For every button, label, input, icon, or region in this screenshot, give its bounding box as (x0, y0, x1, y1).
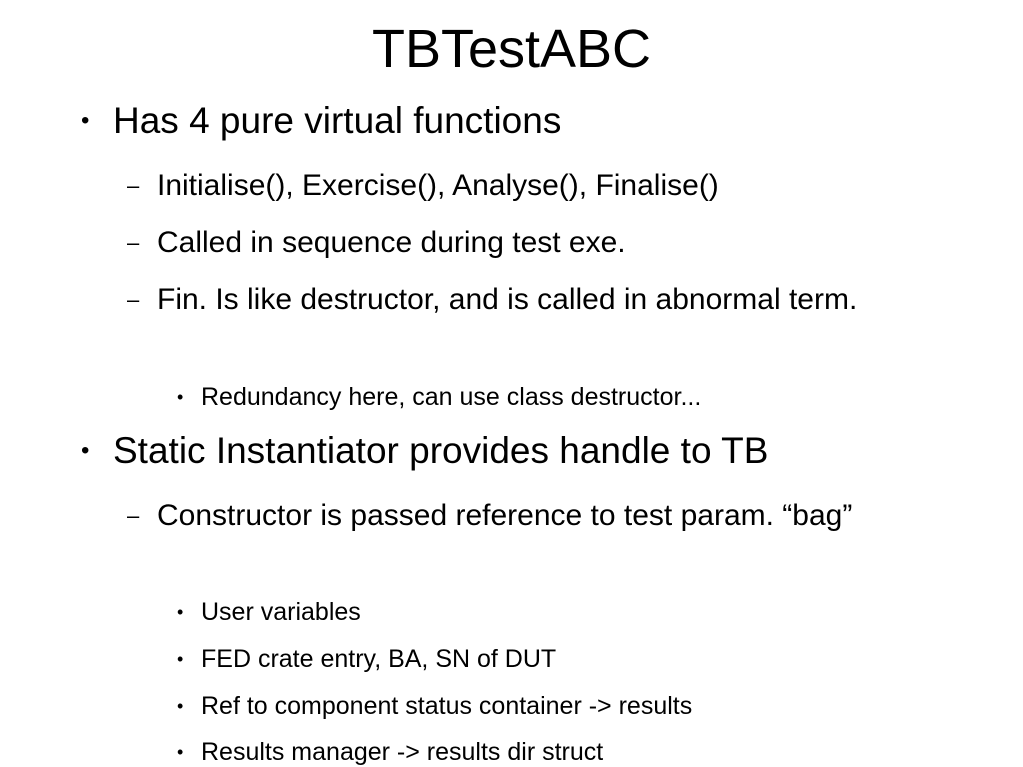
bullet-item-level3 (177, 737, 604, 767)
bullet-text: Results manager -> results dir struct (201, 738, 604, 766)
bullet-dot-icon: • (81, 107, 90, 134)
dash-bullet-icon: – (127, 230, 140, 255)
bullet-text: FED crate entry, BA, SN of DUT (201, 645, 557, 673)
bullet-text: Static Instantiator provides handle to TB (113, 430, 769, 471)
bullet-item-level2 (127, 278, 927, 321)
bullet-item-level3 (177, 644, 557, 674)
bullet-dot-icon: • (177, 696, 184, 716)
bullet-text: Ref to component status container -> results (201, 692, 693, 720)
bullet-item-level1 (81, 429, 769, 473)
bullet-text: Called in sequence during test exe. (157, 226, 626, 259)
slide-title: TBTestABC (371, 19, 652, 79)
bullet-text: Initialise(), Exercise(), Analyse(), Finalise() (157, 169, 719, 202)
bullet-dot-icon: • (177, 649, 184, 669)
bullet-dot-icon: • (81, 437, 90, 464)
bullet-item-level1 (81, 99, 562, 143)
bullet-item-level2 (127, 164, 957, 207)
bullet-item-level2 (127, 221, 957, 264)
bullet-item-level3 (177, 597, 361, 627)
bullet-item-level2 (127, 494, 917, 537)
bullet-dot-icon: • (177, 742, 184, 762)
dash-bullet-icon: – (127, 503, 140, 528)
dash-bullet-icon: – (127, 287, 140, 312)
bullet-dot-icon: • (177, 602, 184, 622)
bullet-item-level3 (177, 382, 702, 412)
bullet-text: Has 4 pure virtual functions (113, 100, 562, 141)
dash-bullet-icon: – (127, 173, 140, 198)
bullet-item-level3 (177, 691, 693, 721)
bullet-text: Redundancy here, can use class destructor... (201, 383, 702, 411)
bullet-dot-icon: • (177, 387, 184, 407)
bullet-text: User variables (201, 598, 361, 626)
bullet-text: Fin. Is like destructor, and is called in abnormal term. (157, 283, 858, 316)
bullet-text: Constructor is passed reference to test param. “bag” (157, 499, 853, 532)
